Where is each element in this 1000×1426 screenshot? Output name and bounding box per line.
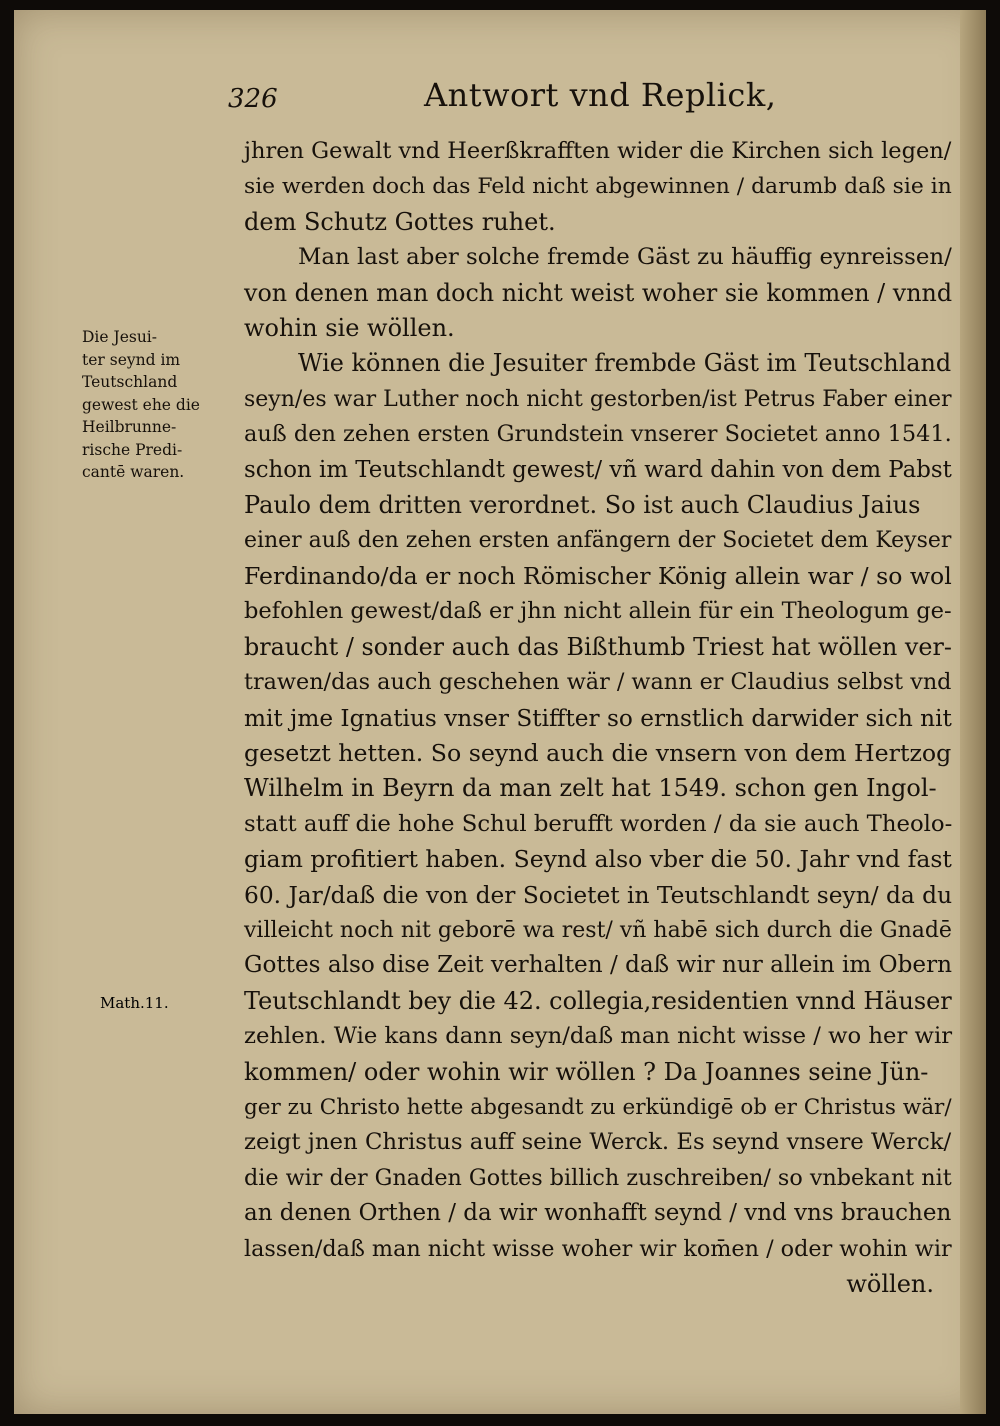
- text-line: mit jme Ignatius vnser Stiffter so ernstlich darwider sich nit: [244, 704, 952, 732]
- margin-note-line: ter seynd im: [82, 350, 181, 369]
- text-line: gesetzt hetten. So seynd auch die vnsern von dem Hertzog: [244, 738, 952, 767]
- page-header: [228, 76, 926, 120]
- margin-note-line: cantē waren.: [82, 463, 185, 481]
- text-line: Paulo dem dritten verordnet. So ist auch Claudius Jaius: [244, 491, 921, 520]
- margin-note-line: Die Jesui-: [82, 328, 158, 346]
- text-line-final: wöllen.: [846, 1270, 934, 1298]
- text-line: statt auff die hohe Schul berufft worden / da sie auch Theolo-: [244, 810, 953, 837]
- text-line: kommen/ oder wohin wir wöllen ? Da Joannes seine Jün-: [244, 1057, 929, 1086]
- text-line: von denen man doch nicht weist woher sie kommen / vnnd: [244, 278, 953, 307]
- margin-note-scripture-ref: [100, 994, 169, 1012]
- text-line: giam profitiert haben. Seynd also vber die 50. Jahr vnd fast: [244, 845, 952, 874]
- text-line: einer auß den zehen ersten anfängern der Societet dem Keyser: [244, 528, 952, 554]
- text-line: Wie können die Jesuiter frembde Gäst im Teutschland: [298, 349, 952, 378]
- text-line: zehlen. Wie kans dann seyn/daß man nicht wisse / wo her wir: [244, 1023, 953, 1050]
- margin-notes: [82, 326, 238, 484]
- text-line: villeicht noch nit geborē wa rest/ vñ habē sich durch die Gnadē: [244, 917, 952, 943]
- text-line: die wir der Gnaden Gottes billich zuschreiben/ so vnbekant nit: [244, 1164, 952, 1191]
- margin-note-line: Heilbrunne-: [82, 418, 177, 436]
- text-line: Gottes also dise Zeit verhalten / daß wir nur allein im Obern: [244, 952, 953, 979]
- text-line: befohlen gewest/daß er jhn nicht allein für ein Theologum ge-: [244, 598, 952, 625]
- text-line: ger zu Christo hette abgesandt zu erkündigē ob er Christus wär/: [244, 1094, 952, 1120]
- page-number: 326: [228, 84, 278, 114]
- text-line: jhren Gewalt vnd Heerßkrafften wider die Kirchen sich legen/: [244, 138, 952, 164]
- text-line: wohin sie wöllen.: [244, 314, 455, 343]
- body-text: [244, 134, 956, 1302]
- text-line: 60. Jar/daß die von der Societet in Teutschlandt seyn/ da du: [244, 881, 953, 909]
- margin-note-line: rische Predi-: [82, 440, 183, 459]
- margin-note-jesuits: [82, 326, 238, 484]
- text-line: lassen/daß man nicht wisse woher wir kom̄en / oder wohin wir: [244, 1235, 952, 1262]
- text-line: schon im Teutschlandt gewest/ vñ ward dahin von dem Pabst: [244, 456, 952, 483]
- margin-note-line: Teutschland: [82, 373, 178, 391]
- book-page: [14, 10, 986, 1414]
- text-line: dem Schutz Gottes ruhet.: [244, 207, 556, 236]
- page-edge-shadow: [960, 10, 986, 1414]
- margin-note-line: Math.11.: [100, 994, 169, 1012]
- text-line: Wilhelm in Beyrn da man zelt hat 1549. schon gen Ingol-: [244, 774, 937, 803]
- text-line: auß den zehen ersten Grundstein vnserer Societet anno 1541.: [244, 421, 952, 448]
- text-line: Ferdinando/da er noch Römischer König allein war / so wol: [244, 561, 952, 590]
- text-line: trawen/das auch geschehen wär / wann er Claudius selbst vnd: [244, 669, 952, 696]
- text-line: an denen Orthen / da wir wonhafft seynd / vnd vns brauchen: [244, 1200, 952, 1227]
- text-line: zeigt jnen Christus auff seine Werck. Es seynd vnsere Werck/: [244, 1129, 952, 1156]
- text-line: seyn/es war Luther noch nicht gestorben/ist Petrus Faber einer: [244, 386, 952, 412]
- text-line: sie werden doch das Feld nicht abgewinnen / darumb daß sie in: [244, 174, 952, 200]
- running-head: Antwort vnd Replick,: [424, 76, 777, 114]
- margin-note-line: gewest ehe die: [82, 395, 200, 414]
- text-line: Man last aber solche fremde Gäst zu häuffig eynreissen/: [298, 244, 952, 271]
- text-line: Teutschlandt bey die 42. collegia,residentien vnnd Häuser: [244, 986, 952, 1015]
- text-line: braucht / sonder auch das Bißthumb Triest hat wöllen ver-: [244, 632, 952, 661]
